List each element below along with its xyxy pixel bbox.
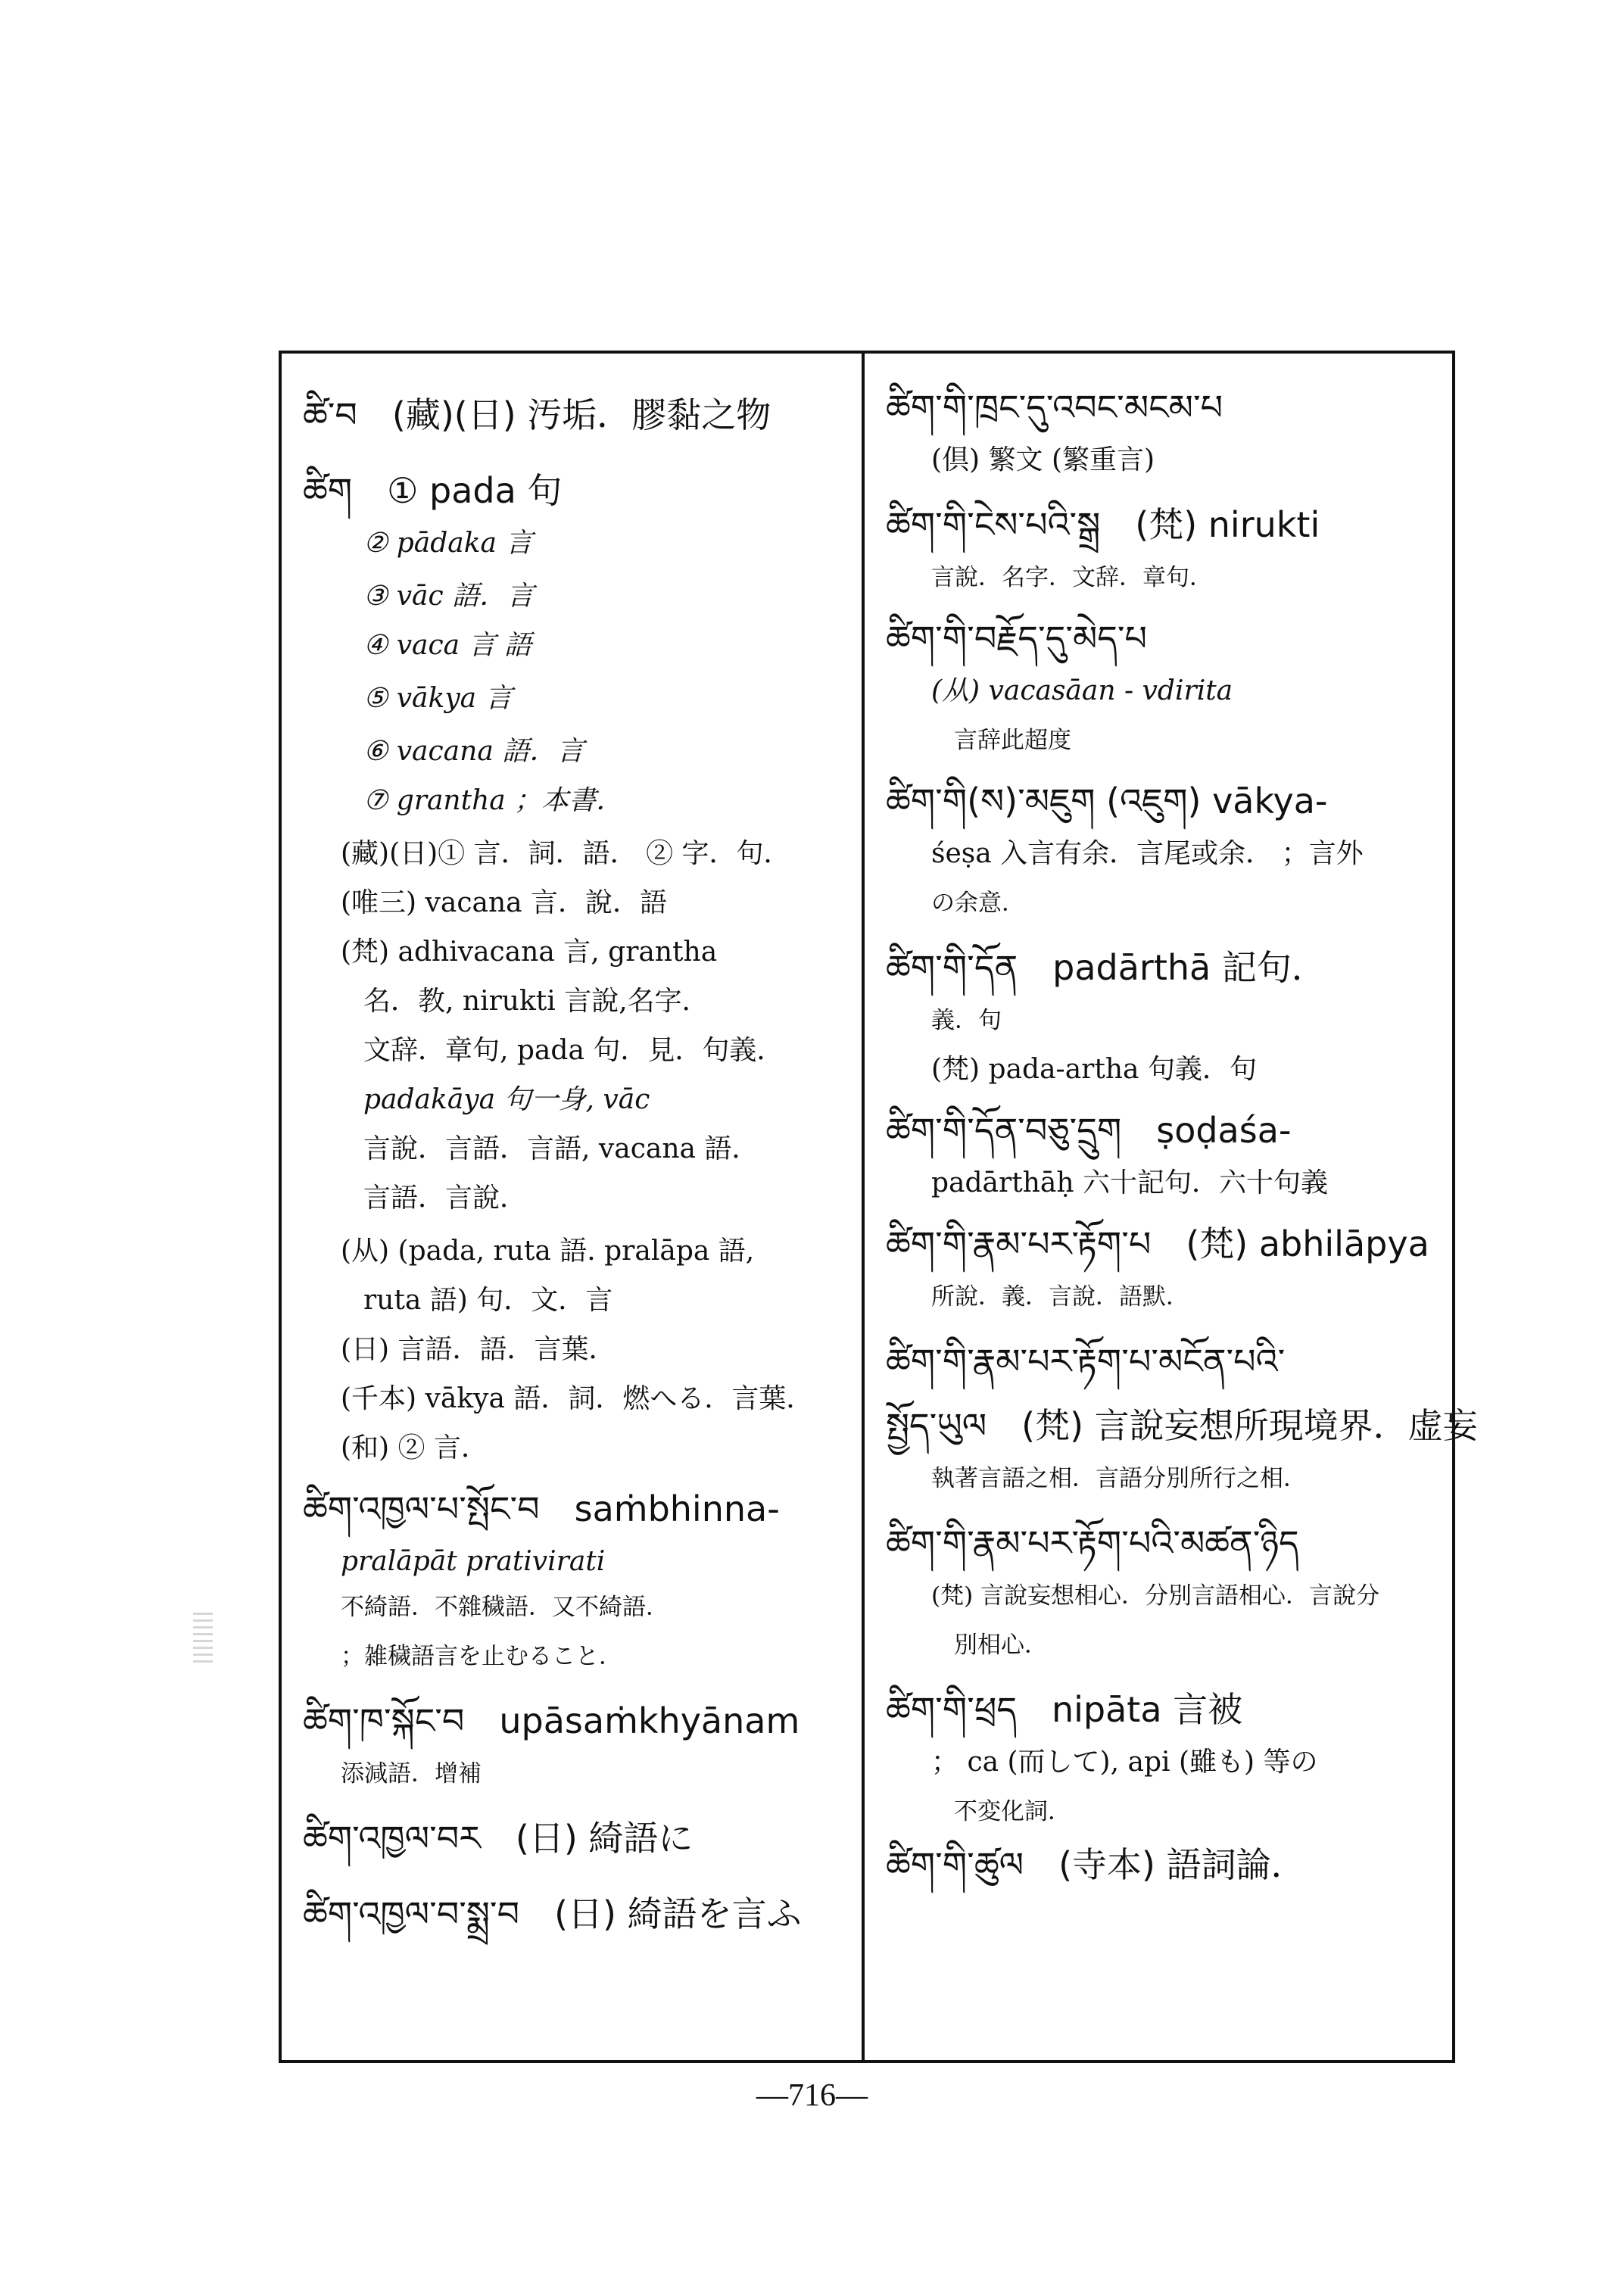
entry-line: 別相心． [954, 1632, 1048, 1659]
entry-line: 言說．言語．言語, vacana 語． [363, 1133, 759, 1164]
entry-line: ཚིག་གི་ཚུལ (寺本) 語詞論． [886, 1844, 1306, 1885]
entry-line: ⑦ grantha ；本書． [363, 785, 624, 816]
entry-line: ཚིག་འཁྱལ་བ་སྨྲ་བ (日) 綺語を言ふ [303, 1893, 802, 1934]
entry-line: སྤྱོད་ཡུལ (梵) 言說妄想所現境界．虚妄 [886, 1405, 1478, 1446]
entry-line: (千本) vākya 語．詞．燃へる．言葉． [341, 1383, 814, 1414]
entry-line: ཚིག་གི་དོན་བཅུ་དྲུག ṣoḍaśa- [886, 1110, 1292, 1151]
entry-line: (唯三) vacana 言．說．語 [341, 887, 668, 918]
entry-line: 文辞．章句, pada 句．見．句義． [363, 1035, 784, 1066]
entry-line: ⑥ vacana 語．言 [363, 736, 584, 767]
entry-line: (梵) 言說妄想相心．分別言語相心．言說分 [931, 1582, 1380, 1610]
entry-line: ཚིག་ཁ་སྐོང་བ upāsaṁkhyānam [303, 1700, 800, 1741]
entry-line: pralāpāt prativirati [341, 1546, 606, 1577]
entry-line: ； ca (而して), api (雖も) 等の [931, 1747, 1318, 1778]
entry-line: ཚིག་གི་རྣམ་པར་རྟོག་པའི་མཚན་ཉིད [886, 1523, 1299, 1563]
entry-line: ཚིག ① pada 句 [303, 470, 563, 511]
column-divider [862, 351, 865, 2063]
entry-line: ཚིག་གི་དོན padārthā 記句． [886, 947, 1326, 988]
entry-line: ④ vaca 言 語 [363, 630, 532, 661]
entry-line: 言語．言說． [363, 1183, 528, 1214]
entry-line: (从) (pada, ruta 語. pralāpa 語, [341, 1236, 755, 1267]
entry-line: ཚི་བ (藏)(日) 汚垢．膠黏之物 [303, 394, 771, 435]
entry-line: (梵) pada-artha 句義．句 [931, 1054, 1257, 1085]
entry-line: 義．句 [931, 1007, 1002, 1034]
entry-line: ཚིག་གི་ཕྲད nipāta 言被 [886, 1689, 1243, 1730]
entry-line: ཚིག་གི་ངེས་པའི་སྒྲ (梵) nirukti [886, 504, 1320, 545]
entry-line: ruta 語) 句．文．言 [363, 1285, 613, 1316]
entry-line: ② pādaka 言 [363, 528, 533, 559]
entry-line: ཚིག་འཁྱལ་པ་སྤོང་བ saṁbhinna- [303, 1488, 780, 1529]
entry-line: ཚིག་གི་རྣམ་པར་རྟོག་པ་མངོན་པའི་ [886, 1341, 1286, 1382]
entry-line: 不変化詞． [954, 1798, 1071, 1825]
entry-line: 不綺語．不雜穢語．又不綺語． [341, 1594, 669, 1621]
entry-line: ཚིག་གི་རྣམ་པར་རྟོག་པ (梵) abhilāpya [886, 1223, 1429, 1264]
entry-line: ⑤ vākya 言 [363, 683, 513, 714]
entry-line: (日) 言語．語．言葉． [341, 1334, 616, 1365]
entry-line: ཚིག་གི་ཁྲང་དུ་འབང་མངམ་པ [886, 387, 1223, 428]
entry-line: ཚིག་གི་བརྗོད་དུ་མེད་པ [886, 618, 1148, 659]
entry-line: śeṣa 入言有余．言尾或余． ；言外 [931, 838, 1364, 869]
entry-line: (从) vacasāan - vdirita [931, 675, 1233, 706]
entry-line: の余意． [931, 890, 1025, 917]
entry-line: 言說．名字．文辞．章句． [931, 564, 1213, 591]
entry-line: (和) ② 言． [341, 1432, 488, 1463]
entry-line: (藏)(日)① 言．詞．語． ② 字．句． [341, 838, 791, 869]
entry-line: (倶) 繁文 (繁重言) [931, 444, 1155, 475]
entry-line: ཚིག་གི(ས)་མཇུག (འཇུག) vākya- [886, 781, 1328, 821]
entry-line: 所說．義．言說．語默． [931, 1283, 1189, 1311]
entry-line: 言辞此超度 [954, 727, 1071, 754]
entry-line: 執著言語之相．言語分別所行之相． [931, 1465, 1307, 1492]
entry-line: (梵) adhivacana 言, grantha [341, 937, 718, 968]
entry-line: padārthāḥ 六十記句．六十句義 [931, 1167, 1328, 1198]
entry-line: ；雑穢語言を止むること． [341, 1643, 622, 1670]
page-number: —716— [756, 2078, 868, 2113]
entry-line: 名．教, nirukti 言說,名字． [363, 986, 709, 1017]
entry-line: padakāya 句一身, vāc [363, 1084, 650, 1115]
entry-line: ཚིག་འཁྱལ་བར (日) 綺語に [303, 1818, 694, 1859]
entry-line: 添減語．增補 [341, 1760, 482, 1788]
entry-line: ③ vāc 語．言 [363, 581, 535, 612]
scan-speck [193, 1613, 213, 1666]
